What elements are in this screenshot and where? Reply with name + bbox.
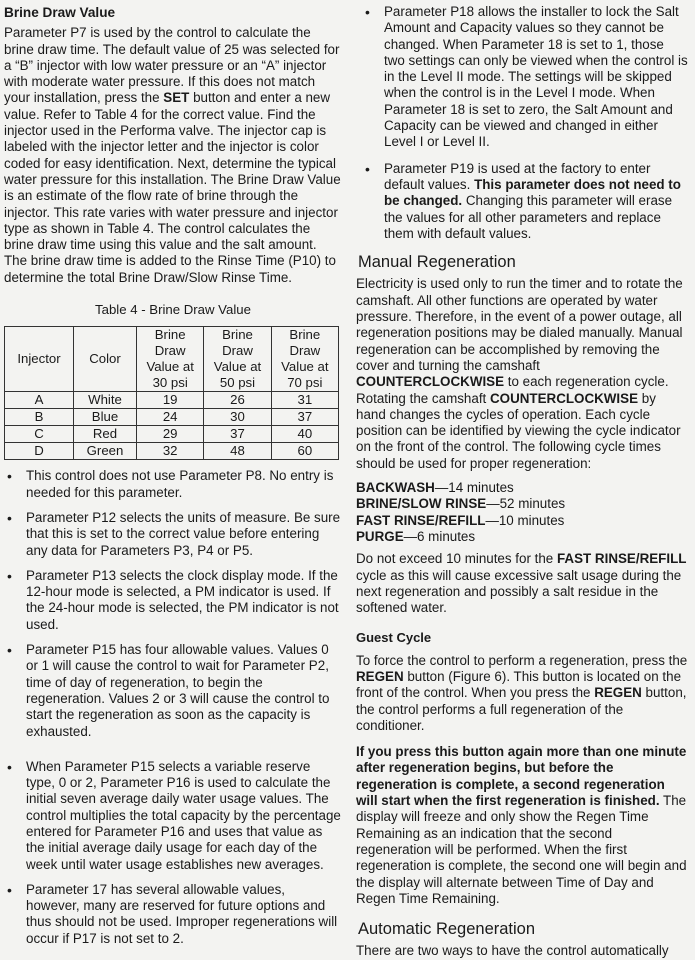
regen-keyword: REGEN [356,668,404,684]
list-item [356,161,688,242]
automatic-regeneration-paragraph: There are two ways to have the control automatically [356,943,669,959]
table-cell: 24 [137,409,204,426]
header-70psi [271,327,338,392]
text-run: Changing this parameter will erase the values for all other parameters and replace them with default values. [384,193,673,241]
list-item: • This control does not use Parameter P8. No entry is needed for this parameter. [4,468,342,501]
table-cell: Red [74,426,137,443]
table-cell: Blue [74,409,137,426]
list-item: • When Parameter P15 selects a variable reserve type, 0 or 2, Parameter P16 is used to calculate the initial seven average daily water usage values. The control multiplies the total capacity by the percentage entered for Parameter P16 and uses that value as the initial average daily usage for each day of the week until water usage establishes new averages. [4,759,342,873]
brine-draw-table [4,326,339,460]
header-line: Draw [222,343,253,359]
fast-rinse-keyword: FAST RINSE/REFILL [556,551,687,567]
table-cell: 60 [271,443,338,460]
header-color [74,327,137,392]
text-run: button and enter a new value. Refer to Table 4 for the correct value. Find the injector used in the Performa valve. The injector cap is labeled with the injector letter and the injector is color coded for easy identification. Next, determine the typical water pressure for this installation. The Brine Draw Value is an estimate of the flow rate of brine through the injector. This rate varies with water pressure and injector type as shown in Table 4. The control calculates the brine draw time using this value and the salt amount. The brine draw time is added to the Rinse Time (P10) to determine the total Brine Draw/Slow Rinse Time. [4,90,341,285]
table-row [5,443,339,460]
do-not-exceed-paragraph [356,551,688,616]
parameter-bullet-list [4,468,342,947]
right-column [356,0,688,960]
cycle-time-item [356,496,688,512]
table-cell: 29 [137,426,204,443]
table-cell: White [74,392,137,409]
cycle-name: BACKWASH [356,480,435,496]
table-cell: 32 [137,443,204,460]
header-line: Value at [281,359,329,375]
list-item: • Parameter P15 has four allowable values. Values 0 or 1 will cause the control to wait for Parameter P2, time of day of regeneration, to begin the regeneration. Values 2 or 3 will cause the control to start the regeneration as soon as the capacity is exhausted. [4,642,342,740]
set-keyword: SET [163,90,190,106]
regen-keyword: REGEN [594,685,642,701]
table-cell: 40 [271,426,338,443]
header-line: Brine [154,327,186,343]
table-cell: 48 [204,443,271,460]
table-cell: 19 [137,392,204,409]
automatic-regeneration-heading: Automatic Regeneration [358,920,536,939]
header-line: 30 psi [152,375,188,391]
table-row [5,409,339,426]
header-line: 50 psi [219,375,256,391]
guest-cycle-paragraph [356,653,688,734]
cycle-time-item [356,513,688,529]
second-regeneration-paragraph [356,744,688,907]
text-run: button, the control performs a full regeneration of the conditioner. [356,685,687,733]
table-cell: C [5,426,74,443]
header-30psi [137,327,204,392]
cycle-time: —14 minutes [434,480,514,496]
counterclockwise-keyword: COUNTERCLOCKWISE [356,374,505,390]
table-cell: B [5,409,74,426]
table-row [5,392,339,409]
text-run: Parameter P19 is used at the factory to enter default values. [384,160,651,192]
header-injector [5,327,74,392]
header-line: Brine [222,327,253,343]
table-cell: 31 [271,392,338,409]
table-header-row [5,327,339,392]
header-50psi [204,327,271,392]
text-run: The display will freeze and only show the Regen Time Remaining as an indication that the second regeneration will be performed. When the first regeneration is complete, the second one will begin and the display will alternate between Time of Day and Regen Time Remaining. [356,793,687,906]
table-cell: Green [74,443,137,460]
cycle-name: FAST RINSE/REFILL [356,512,486,528]
table-cell: A [5,392,74,409]
list-item: • Parameter P18 allows the installer to lock the Salt Amount and Capacity values so they cannot be changed. When Parameter 18 is set to 1, those two settings can only be viewed when the control is in the Level II mode. The settings will be skipped when the control is in the Level I mode. When Parameter 18 is set to zero, the Salt Amount and Capacity can be viewed and changed in either Level I or Level II. [356,4,688,151]
list-item: • Parameter P12 selects the units of measure. Be sure that this is set to the correct value before entering any data for Parameters P3, P4 or P5. [4,510,342,559]
cycle-name: PURGE [356,528,404,544]
header-line: Color [89,351,121,367]
counterclockwise-keyword: COUNTERCLOCKWISE [489,390,639,406]
text-run: Parameter P7 is used by the control to calculate the brine draw time. The default value of 25 was selected for a “B” injector with low water pressure or an “A” injector with moderate water pressure. If this does not match your installation, press the [4,25,340,106]
cycle-time-item [356,480,688,496]
header-line: Brine [289,327,321,343]
table-cell: D [5,443,74,460]
left-column [4,0,342,956]
header-line: Draw [154,343,186,359]
emphasis-text: If you press this button again more than one minute after regeneration begins, but before the regeneration is complete, a second regeneration will start when the first regeneration is finished. [356,744,687,809]
header-line: Injector [17,351,61,367]
table-cell: 37 [271,409,338,426]
header-line: 70 psi [287,375,323,391]
text-run: Do not exceed 10 minutes for the [356,551,557,567]
list-item: • Parameter P13 selects the clock display mode. If the 12-hour mode is selected, a PM indicator is used. If the 24-hour mode is selected, the PM indicator is not used. [4,568,342,633]
header-line: Value at [146,359,194,375]
cycle-time: —10 minutes [485,512,565,528]
list-item: • Parameter 17 has several allowable values, however, many are reserved for future options and thus should not be used. Improper regenerations will occur if P17 is not set to 2. [4,882,342,947]
emphasis-text: This parameter does not need to be changed. [384,176,681,209]
cycle-time: —52 minutes [486,496,566,512]
text-run: by hand changes the cycles of operation. Each cycle position can be identified by viewing the cycle indicator on the front of the control. The following cycle times should be used for proper regeneration: [356,390,681,471]
parameter-bullet-list-continued [356,4,688,242]
text-run: button (Figure 6). This button is located on the front of the control. When you press the [356,668,682,701]
cycle-name: BRINE/SLOW RINSE [356,496,487,512]
cycle-time: —6 minutes [403,528,476,544]
brine-draw-heading: Brine Draw Value [4,5,116,20]
table-row [5,426,339,443]
table-cell: 37 [204,426,271,443]
text-run: Electricity is used only to run the timer and to rotate the camshaft. All other functions are operated by water pressure. Therefore, in the event of a power outage, all regeneration positions may be dialed manually. Manual regeneration can be accomplished by removing the cover and turning the camshaft [356,276,683,373]
text-run: to each regeneration cycle. Rotating the camshaft [356,374,669,406]
cycle-time-item [356,529,688,545]
brine-draw-paragraph [4,25,342,286]
table-cell: 30 [204,409,271,426]
table-cell: 26 [204,392,271,409]
guest-cycle-heading: Guest Cycle [356,630,432,646]
text-run: cycle as this will cause excessive salt usage during the next regeneration and possibly a salt residue in the softened water. [356,567,682,616]
text-run: To force the control to perform a regeneration, press the [356,652,688,668]
manual-regeneration-heading: Manual Regeneration [358,253,516,272]
cycle-times-list [356,480,688,545]
header-line: Value at [213,359,262,375]
manual-regeneration-paragraph [356,276,688,472]
table-caption: Table 4 - Brine Draw Value [95,302,251,318]
header-line: Draw [289,343,321,359]
